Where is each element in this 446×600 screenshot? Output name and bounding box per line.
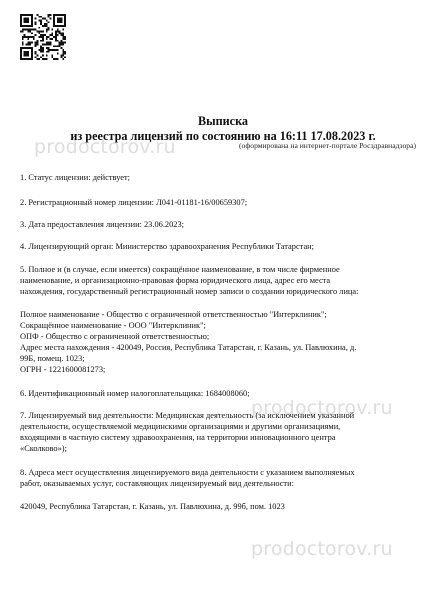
item-addresses-heading: [20, 467, 412, 489]
item-authority: 4. Лицензирующий орган: Министерство здравоохранения Республики Татарстан;: [20, 242, 314, 251]
item-name-heading: [20, 264, 412, 297]
watermark: prodoctorov.ru: [251, 397, 393, 419]
text-line: «Сколково»);: [20, 444, 67, 453]
text-line: 99Б, помещ. 1023;: [20, 354, 85, 363]
watermark: prodoctorov.ru: [34, 136, 176, 158]
text-line: входящими в частную систему здравоохранения, на территории инновационного центра: [20, 433, 336, 442]
item-name-details: [20, 309, 412, 375]
item-address: 420049, Республика Татарстан, г. Казань, ул. Павлюхина, д. 99б, пом. 1023: [20, 502, 285, 511]
text-line: Сокращённое наименование - ООО "Интерклиник";: [20, 321, 206, 330]
item-reg-number: 2. Регистрационный номер лицензии: Л041-01181-16/00659307;: [20, 198, 248, 207]
text-line: деятельности, осуществляемой медицинскими организациями и другими организациями,: [20, 422, 341, 431]
document-title: [0, 114, 446, 144]
title-line: из реестра лицензий по состоянию на 16:11 17.08.2023 г.: [70, 129, 376, 143]
text-line: нахождения, государственный регистрационный номер записи о создании юридического лица:: [20, 287, 359, 296]
text-line: 5. Полное и (в случае, если имеется) сокращённое наименование, в том числе фирменное: [20, 265, 340, 274]
text-line: Адрес места нахождения - 420049, Россия, Республика Татарстан, г. Казань, ул. Павлюхина, д.: [20, 343, 357, 352]
title-line: Выписка: [197, 114, 249, 128]
text-line: работ, оказываемых услуг, составляющих лицензируемый вид деятельности:: [20, 479, 294, 488]
text-line: ОГРН - 1221600081273;: [20, 365, 106, 374]
watermark: prodoctorov.ru: [251, 538, 393, 560]
text-line: 7. Лицензируемый вид деятельности: Медицинская деятельность (за исключением указанной: [20, 411, 355, 420]
item-date: 3. Дата предоставления лицензии: 23.06.2023;: [20, 220, 184, 229]
item-activity: [20, 410, 412, 454]
item-status: 1. Статус лицензии: действует;: [20, 173, 130, 182]
text-line: ОПФ - Общество с ограниченной ответственностью;: [20, 332, 210, 341]
text-line: 8. Адреса мест осуществления лицензируемого вида деятельности с указанием выполняемых: [20, 468, 355, 477]
text-line: Полное наименование - Общество с ограниченной ответственностью "Интерклиник";: [20, 310, 327, 319]
portal-note: (оформирована на интернет-портале Росздравнадзора): [239, 141, 416, 150]
item-inn: 6. Идентификационный номер налогоплательщика: 1684008060;: [20, 389, 250, 398]
text-line: наименование, и организационно-правовая форма юридического лица, адрес его места: [20, 276, 331, 285]
qr-code-icon: [20, 14, 66, 60]
